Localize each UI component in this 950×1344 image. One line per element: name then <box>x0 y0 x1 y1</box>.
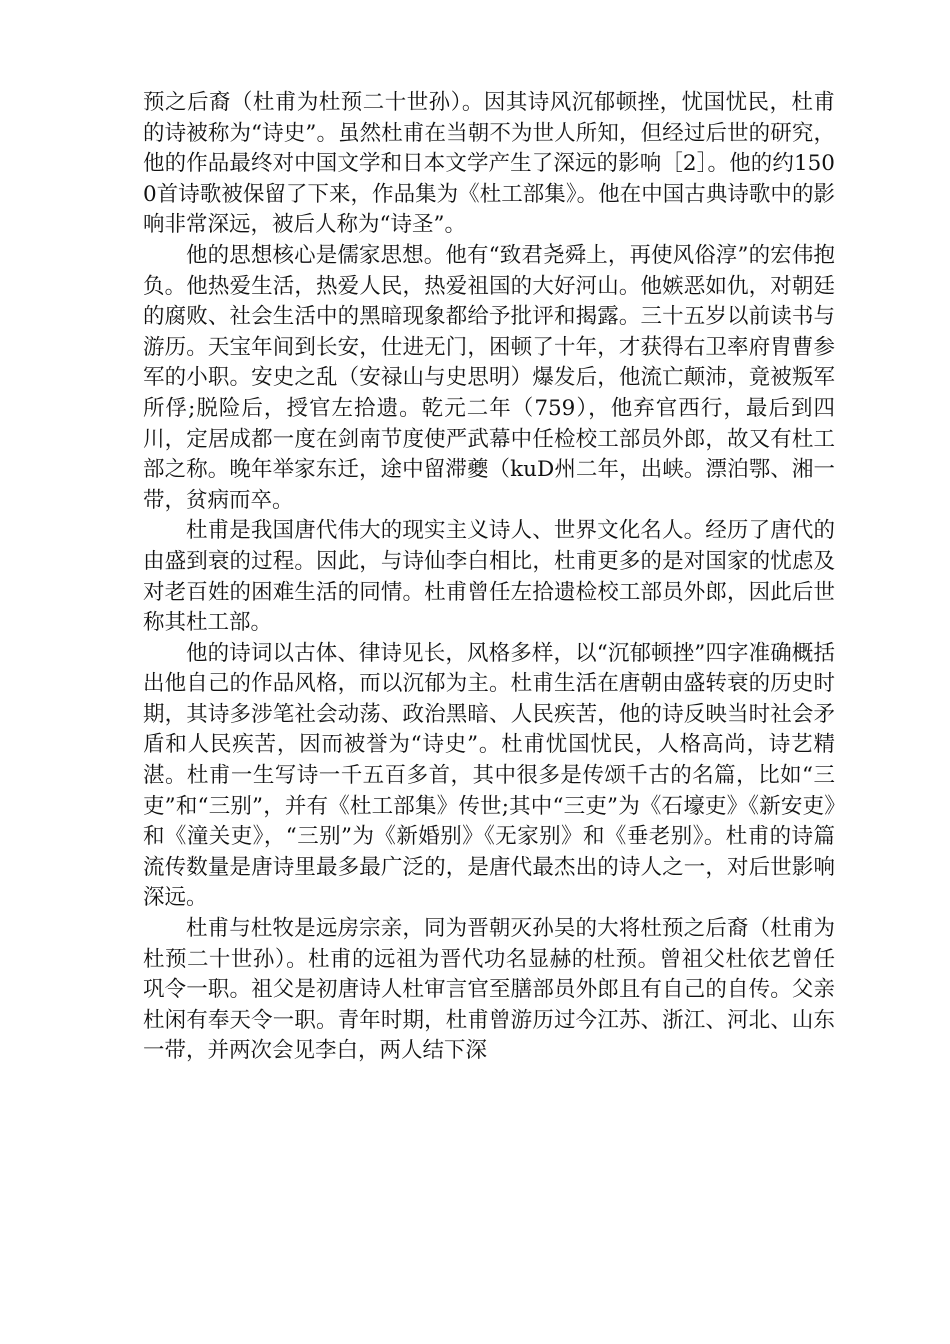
paragraph-4: 他的诗词以古体、律诗见长，风格多样，以“沉郁顿挫”四字准确概括出他自己的作品风格，而以沉郁为主。杜甫生活在唐朝由盛转衰的历史时期，其诗多涉笔社会动荡、政治黑暗、人民疾苦，他的诗反映当时社会矛盾和人民疾苦，因而被誉为“诗史”。杜甫忧国忧民，人格高尚，诗艺精湛。杜甫一生写诗一千五百多首，其中很多是传颂千古的名篇，比如“三吏”和“三别”，并有《杜工部集》传世;其中“三吏”为《石壕吏》《新安吏》和《潼关吏》，“三别”为《新婚别》《无家别》和《垂老别》。杜甫的诗篇流传数量是唐诗里最多最广泛的，是唐代最杰出的诗人之一，对后世影响深远。 <box>143 640 835 911</box>
paragraph-3: 杜甫是我国唐代伟大的现实主义诗人、世界文化名人。经历了唐代的由盛到衰的过程。因此，与诗仙李白相比，杜甫更多的是对国家的忧虑及对老百姓的困难生活的同情。杜甫曾任左拾遗检校工部员外郎，因此后世称其杜工部。 <box>143 518 835 636</box>
paragraph-2: 他的思想核心是儒家思想。他有“致君尧舜上，再使风俗淳”的宏伟抱负。他热爱生活，热爱人民，热爱祖国的大好河山。他嫉恶如仇，对朝廷的腐败、社会生活中的黑暗现象都给予批评和揭露。三十五岁以前读书与游历。天宝年间到长安，仕进无门，困顿了十年，才获得右卫率府胄曹参军的小职。安史之乱（安禄山与史思明）爆发后，他流亡颠沛，竟被叛军所俘;脱险后，授官左拾遗。乾元二年（759），他弃官西行，最后到四川，定居成都一度在剑南节度使严武幕中任检校工部员外郎，故又有杜工部之称。晚年举家东迁，途中留滞夔（kuD州二年，出峡。漂泊鄂、湘一带，贫病而卒。 <box>143 242 835 513</box>
paragraph-5: 杜甫与杜牧是远房宗亲，同为晋朝灭孙吴的大将杜预之后裔（杜甫为杜预二十世孙）。杜甫的远祖为晋代功名显赫的杜预。曾祖父杜依艺曾任巩令一职。祖父是初唐诗人杜审言官至膳部员外郎且有自己的自传。父亲杜闲有奉天令一职。青年时期，杜甫曾游历过今江苏、浙江、河北、山东一带，并两次会见李白，两人结下深 <box>143 916 835 1064</box>
document-page <box>143 88 835 1067</box>
paragraph-1: 预之后裔（杜甫为杜预二十世孙）。因其诗风沉郁顿挫，忧国忧民，杜甫的诗被称为“诗史”。虽然杜甫在当朝不为世人所知，但经过后世的研究，他的作品最终对中国文学和日本文学产生了深远的影响［2］。他的约1500首诗歌被保留了下来，作品集为《杜工部集》。他在中国古典诗歌中的影响非常深远，被后人称为“诗圣”。 <box>143 90 835 238</box>
